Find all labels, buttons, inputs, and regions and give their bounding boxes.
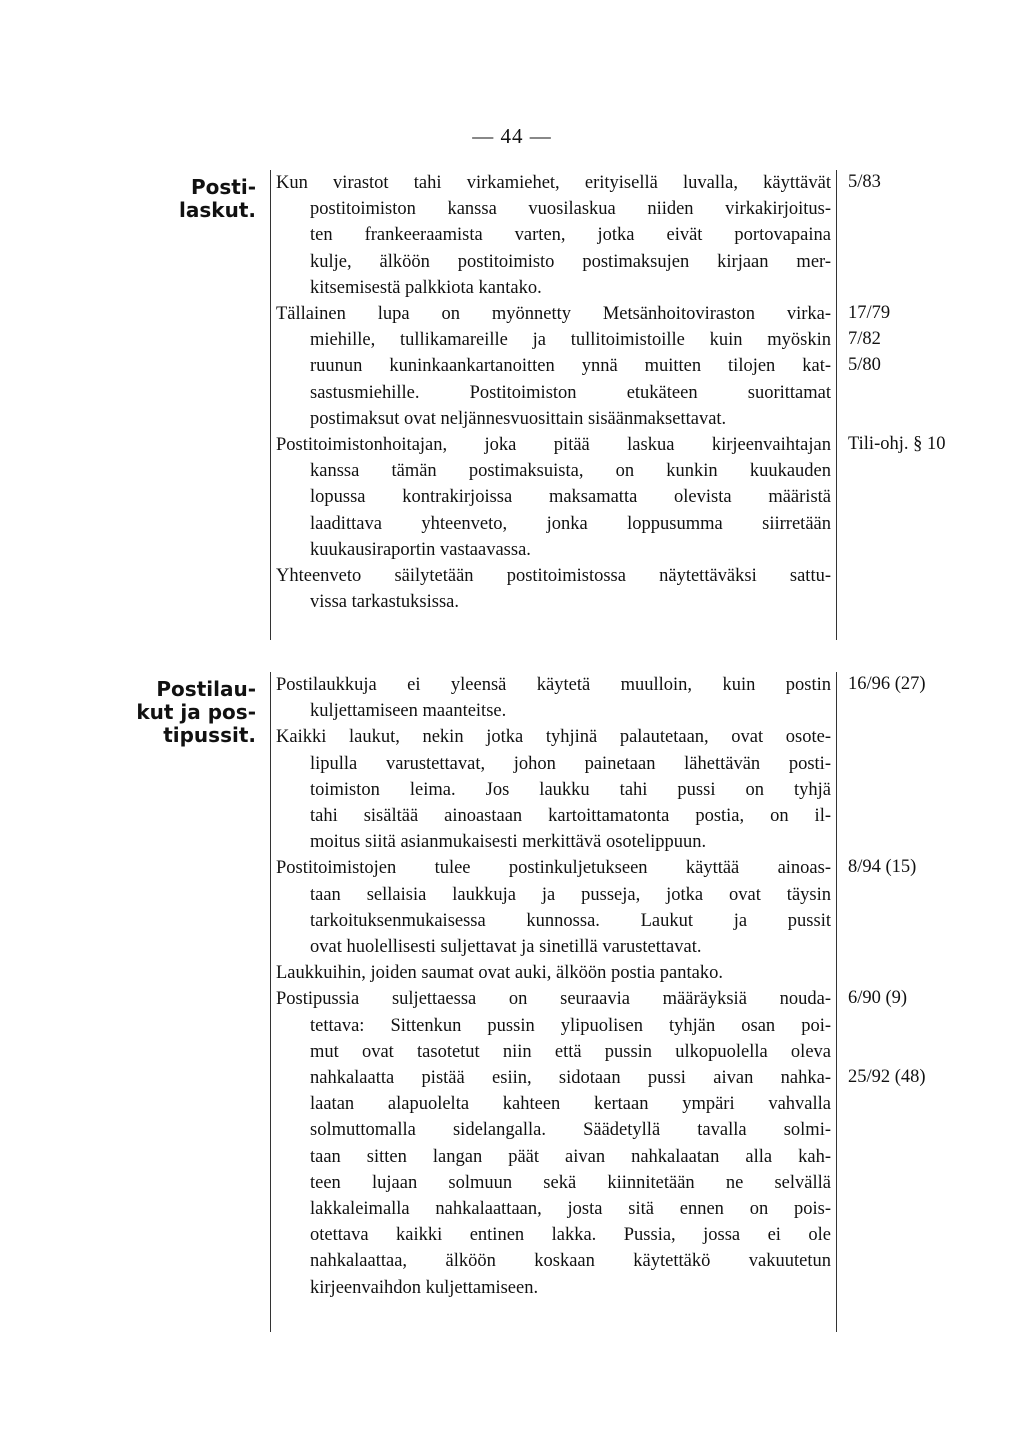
text-line: Kaikki laukut, nekin jotka tyhjinä palautetaan, ovat osote- <box>276 727 831 748</box>
side-heading-line: tipussit. <box>163 723 256 747</box>
column-rule-right <box>836 672 837 1332</box>
text-line: kitsemisestä palkkiota kantako. <box>310 277 542 298</box>
text-line: kanssa tämän postimaksuista, on kunkin kuukauden <box>310 461 831 482</box>
margin-reference: 6/90 (9) <box>848 988 908 1009</box>
text-line: taan sellaisia laukkuja ja pusseja, jotka ovat täysin <box>310 884 831 905</box>
text-line: kuljettamiseen maanteitse. <box>310 701 507 722</box>
margin-reference: Tili-ohj. § 10 <box>848 434 946 454</box>
page-number: — 44 — <box>472 124 552 148</box>
margin-reference: 5/80 <box>848 355 881 376</box>
text-line: lipulla varustettavat, johon painetaan lähettävän posti- <box>310 753 831 774</box>
column-rule-left <box>270 672 271 1332</box>
margin-reference: 8/94 (15) <box>848 857 917 878</box>
body-text <box>276 170 831 615</box>
text-line: Postitoimistonhoitajan, joka pitää laskua kirjeenvaihtajan <box>276 435 831 456</box>
text-line: ovat huolellisesti suljettavat ja sinetillä varustettavat. <box>310 937 702 958</box>
side-heading-line: kut ja pos- <box>136 700 256 724</box>
text-line: kuukausiraportin vastaavassa. <box>310 539 531 560</box>
paragraph <box>276 563 831 615</box>
paragraph <box>276 432 831 563</box>
paragraph <box>276 672 831 724</box>
text-line: Laukkuihin, joiden saumat ovat auki, älköön postia pantako. <box>276 963 723 984</box>
paragraph <box>276 855 831 960</box>
paragraph <box>276 960 831 986</box>
margin-reference: 5/83 <box>848 172 881 192</box>
column-rule-left <box>270 170 271 640</box>
section-postilaukut <box>0 672 1024 1332</box>
text-line: ten frankeeraamista varten, jotka eivät portovapaina <box>310 225 831 246</box>
side-heading-line: laskut. <box>179 198 256 222</box>
text-line: solmuttomalla sidelangalla. Säädetyllä tavalla solmi- <box>310 1120 831 1141</box>
text-line: postimaksut ovat neljännesvuosittain sisäänmaksettavat. <box>310 408 727 429</box>
text-line: kirjeenvaihdon kuljettamiseen. <box>310 1277 539 1298</box>
text-line: nahkalaatta pistää esiin, sidotaan pussi aivan nahka- <box>310 1068 831 1089</box>
text-line: tettava: Sittenkun pussin ylipuolisen tyhjän osan poi- <box>310 1015 831 1036</box>
paragraph <box>276 170 831 301</box>
text-line: Yhteenveto säilytetään postitoimistossa näytettäväksi sattu- <box>276 566 831 587</box>
text-line: toimiston leima. Jos laukku tahi pussi on tyhjä <box>310 779 831 800</box>
text-line: taan sitten langan päät aivan nahkalaatan alla kah- <box>310 1146 831 1167</box>
side-heading-line: Postilau- <box>156 677 256 701</box>
text-line: ruunun kuninkaankartanoitten ynnä muitten tilojen kat- <box>310 356 831 377</box>
text-line: Postilaukkuja ei yleensä käytetä muulloin, kuin postin <box>276 675 831 695</box>
paragraph <box>276 986 831 1300</box>
text-line: kulje, älköön postitoimisto postimaksujen kirjaan mer- <box>310 251 831 272</box>
margin-reference: 7/82 <box>848 329 881 350</box>
text-line: otettava kaikki entinen lakka. Pussia, jossa ei ole <box>310 1225 831 1246</box>
side-heading-line: Posti- <box>190 175 256 199</box>
column-rule-right <box>836 170 837 640</box>
text-line: sastusmiehille. Postitoimiston etukäteen suorittamat <box>310 382 831 403</box>
text-line: Postitoimistojen tulee postinkuljetukseen käyttää ainoas- <box>276 858 831 879</box>
paragraph <box>276 724 831 855</box>
text-line: Postipussia suljettaessa on seuraavia määräyksiä nouda- <box>276 989 831 1010</box>
section-postilaskut <box>0 170 1024 640</box>
margin-reference: 25/92 (48) <box>848 1067 926 1087</box>
text-line: lopussa kontrakirjoissa maksamatta olevista määristä <box>310 487 831 508</box>
text-line: tarkoituksenmukaisessa kunnossa. Laukut ja pussit <box>310 910 831 931</box>
text-line: teen lujaan solmuun sekä kiinnitetään ne selvällä <box>310 1172 831 1193</box>
margin-reference: 17/79 <box>848 303 891 323</box>
text-line: nahkalaattaa, älköön koskaan käytettäkö vakuutetun <box>310 1251 831 1272</box>
side-heading <box>0 176 268 222</box>
text-line: laatan alapuolelta kahteen kertaan ympäri vahvalla <box>310 1094 831 1115</box>
side-heading <box>0 678 268 747</box>
body-text <box>276 672 831 1301</box>
text-line: moitus siitä asianmukaisesti merkittävä osotelippuun. <box>310 832 707 853</box>
paragraph <box>276 301 831 432</box>
text-line: mut ovat tasotetut niin että pussin ulkopuolella oleva <box>310 1041 831 1062</box>
text-line: postitoimiston kanssa vuosilaskua niiden virkakirjoitus- <box>310 199 831 220</box>
text-line: lakkaleimalla nahkalaattaan, josta sitä ennen on pois- <box>310 1199 831 1220</box>
text-line: laadittava yhteenveto, jonka loppusumma siirretään <box>310 513 831 534</box>
text-line: miehille, tullikamareille ja tullitoimistoille kuin myöskin <box>310 330 831 351</box>
text-line: tahi sisältää ainoastaan kartoittamatonta postia, on il- <box>310 806 831 827</box>
text-line: vissa tarkastuksissa. <box>310 592 460 613</box>
margin-reference: 16/96 (27) <box>848 674 926 694</box>
text-line: Tällainen lupa on myönnetty Metsänhoitoviraston virka- <box>276 304 831 325</box>
text-line: Kun virastot tahi virkamiehet, erityisellä luvalla, käyttävät <box>276 173 831 193</box>
